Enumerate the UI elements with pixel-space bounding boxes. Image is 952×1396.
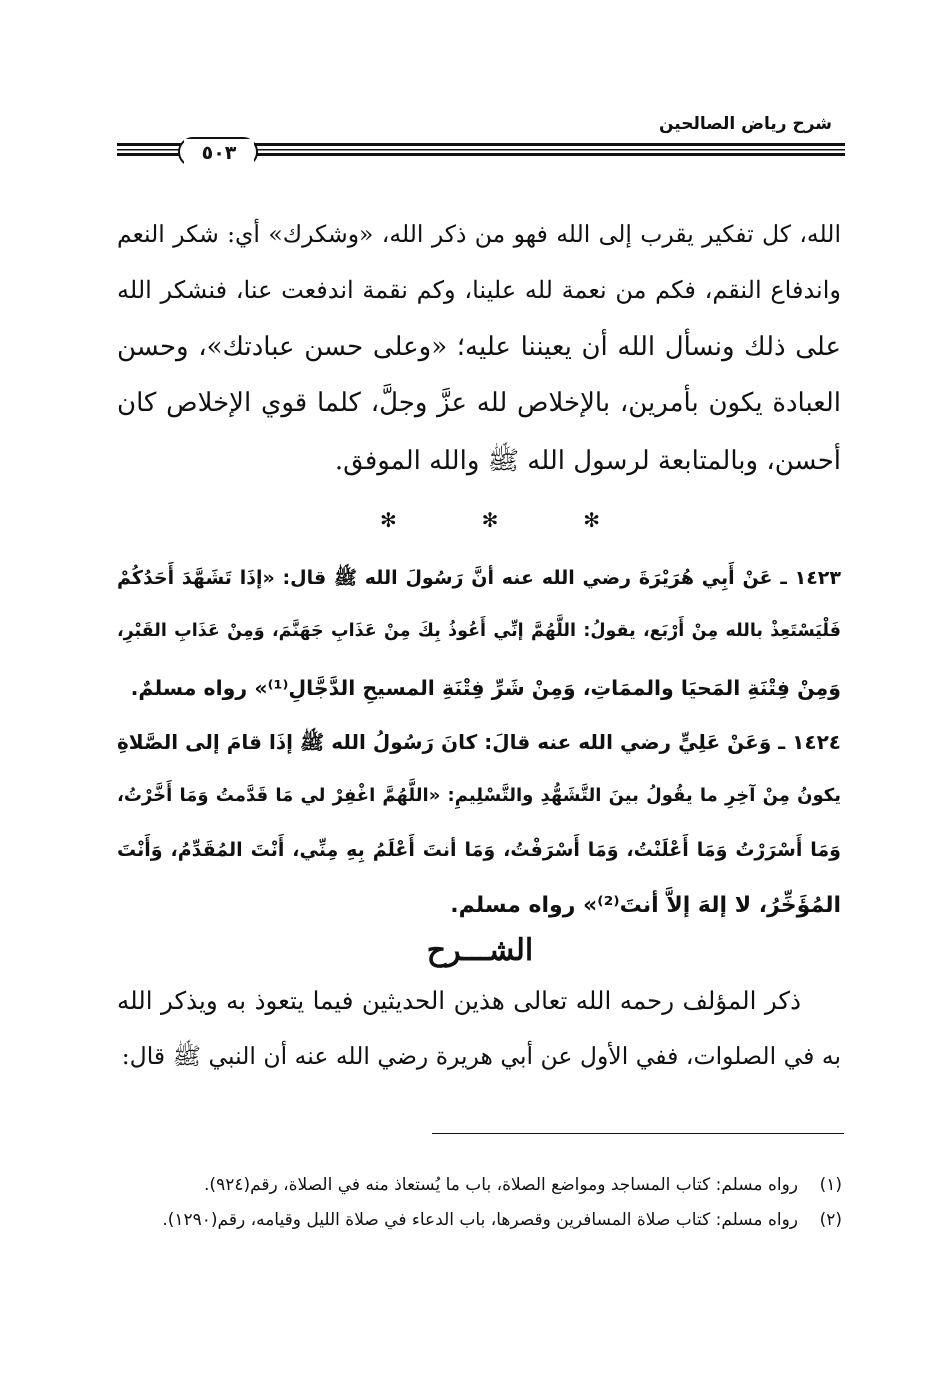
intro-line-5: أحسن، وبالمتابعة لرسول الله ﷺ والله الموفق. — [334, 446, 841, 476]
hadith-1423-line-3: وَمِنْ فِتْنَةِ المَحيَا والممَاتِ، وَمِنْ شَرِّ فِتْنَةِ المسيحِ الدَّجَّالِ⁽¹⁾» رواه مسلمٌ. — [130, 676, 841, 700]
hadith-1424-line-4: المُؤَخِّرُ، لا إلهَ إلاَّ أنتَ⁽²⁾» رواه مسلم. — [450, 893, 841, 918]
footnote-text: رواه مسلم: كتاب صلاة المسافرين وقصرها، باب الدعاء في صلاة الليل وقيامه، رقم(١٢٩٠). — [162, 1210, 798, 1230]
intro-line-3: على ذلك ونسأل الله أن يعيننا عليه؛ «وعلى حسن عبادتك»، وحسن — [117, 332, 841, 362]
hadith-1424-line-2: يكونُ مِنْ آخِرِ ما يقُولُ بينَ التَّشَهُّدِ والتَّسْلِيمِ: «اللَّهُمَّ اغْفِرْ لي مَا قَدَّمتُ وَمَا أَخَّرْتُ، — [117, 785, 841, 806]
footnote-separator — [432, 1133, 844, 1134]
footnote-text: رواه مسلم: كتاب المساجد ومواضع الصلاة، باب ما يُستعاذ منه في الصلاة، رقم(٩٢٤). — [204, 1175, 798, 1195]
page-number: ٥٠٣ — [184, 139, 254, 167]
hadith-1424-line-1: ١٤٢٤ ـ وَعَنْ عَلِيٍّ رضي الله عنه قالَ: كانَ رَسُولُ الله ﷺ إذَا قامَ إلى الصَّلاةِ — [117, 730, 841, 754]
separator-star: ✻ — [380, 508, 397, 532]
commentary-heading: الشـــرح — [426, 933, 534, 968]
separator-star: ✻ — [481, 508, 499, 532]
commentary-line-2: به في الصلوات، ففي الأول عن أبي هريرة رضي الله عنه أن النبي ﷺ قال: — [121, 1042, 841, 1070]
hadith-1423-line-1: ١٤٢٣ ـ عَنْ أَبِي هُرَيْرَةَ رضي الله عنه أنَّ رَسُولَ الله ﷺ قال: «إذَا تَشَهَّدَ أَحَدُكُمْ — [117, 567, 841, 589]
intro-line-2: واندفاع النقم، فكم من نعمة لله علينا، وكم نقمة اندفعت عنا، فنشكر الله — [117, 276, 841, 304]
running-title: شرح رياض الصالحين — [658, 114, 832, 134]
section-separator — [380, 508, 600, 532]
footnote-2 — [130, 1207, 842, 1233]
footnotes — [130, 1172, 842, 1242]
separator-star: ✻ — [583, 508, 600, 532]
intro-line-1: الله، كل تفكير يقرب إلى الله فهو من ذكر الله، «وشكرك» أي: شكر النعم — [117, 220, 841, 248]
footnote-1 — [130, 1172, 842, 1198]
commentary-line-1: ذكر المؤلف رحمه الله تعالى هذين الحديثين فيما يتعوذ به ويذكر الله — [117, 986, 801, 1015]
footnote-number: (٢) — [819, 1210, 842, 1230]
intro-line-4: العبادة يكون بأمرين، بالإخلاص لله عزَّ وجلَّ، كلما قوي الإخلاص كان — [117, 388, 841, 418]
hadith-1424-line-3: وَمَا أَسْرَرْتُ وَمَا أَعْلَنْتُ، وَمَا أَسْرَفْتُ، وَمَا أنتَ أَعْلَمُ بِهِ مِنِّي، أَنْتَ المُقَدِّمُ، وَأَنْتَ — [117, 839, 841, 861]
footnote-number: (١) — [819, 1175, 842, 1195]
hadith-1423-line-2: فَلْيَسْتَعِذْ بالله مِنْ أَرْبَع، يقولُ: اللَّهُمَّ إنِّي أَعُوذُ بِكَ مِنْ عَذَابِ جَهَنَّمَ، وَمِنْ عَذَابِ القَبْرِ، — [117, 621, 841, 641]
